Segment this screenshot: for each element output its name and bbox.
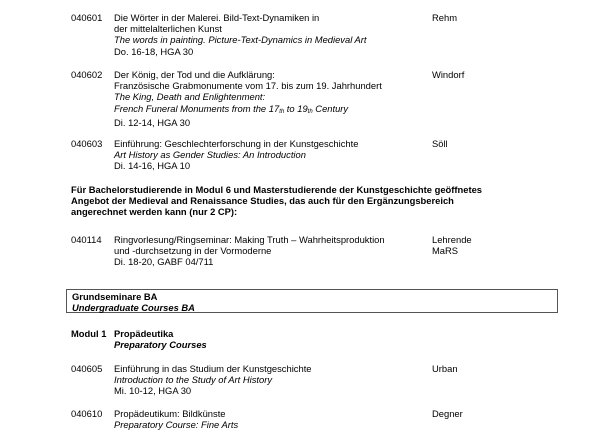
- course-number: 040610: [71, 408, 103, 419]
- course-title: Einführung: Geschlechterforschung in der Kunstgeschichte: [114, 138, 359, 149]
- course-time: Di. 18-20, GABF 04/711: [114, 256, 214, 268]
- text-part: Century: [312, 102, 349, 114]
- course-time: Mi. 10-12, HGA 30: [114, 385, 192, 397]
- note-line: angerechnet werden kann (nur 2 CP):: [71, 206, 238, 218]
- note-line: Angebot der Medieval and Renaissance Studies, das auch für den Ergänzungsbereich: [71, 195, 454, 207]
- course-number: 040601: [71, 12, 103, 23]
- text-part: to 19: [284, 102, 308, 114]
- ordinal-suffix: th: [279, 108, 285, 115]
- course-title: Propädeutikum: Bildkünste: [114, 408, 226, 419]
- section-title: Grundseminare BA: [72, 291, 158, 302]
- course-title: und -durchsetzung in der Vormoderne: [114, 245, 272, 257]
- course-body: [114, 12, 434, 57]
- course-lecturer: Windorf: [432, 69, 465, 80]
- course-body: [114, 234, 434, 268]
- course-lecturer: Urban: [432, 363, 458, 374]
- mars-note: [71, 184, 551, 218]
- course-title-english: Art History as Gender Studies: An Introduction: [114, 149, 306, 161]
- course-title-english: The King, Death and Enlightenment:: [114, 91, 266, 103]
- course-title: der mittelalterlichen Kunst: [114, 23, 222, 35]
- course-title-english: [114, 103, 434, 117]
- course-title: Die Wörter in der Malerei. Bild-Text-Dynamiken in: [114, 12, 320, 23]
- course-body: [114, 363, 434, 397]
- course-title-english: Introduction to the Study of Art History: [114, 374, 273, 386]
- module-title: Propädeutika: [114, 328, 174, 339]
- module-title-block: [114, 328, 207, 350]
- section-subtitle: Undergraduate Courses BA: [72, 301, 195, 313]
- module-label: Modul 1: [71, 328, 107, 339]
- course-title: Französische Grabmonumente vom 17. bis zum 19. Jahrhundert: [114, 80, 382, 92]
- course-title: Einführung in das Studium der Kunstgeschichte: [114, 363, 312, 374]
- course-body: [114, 408, 434, 430]
- course-time: Do. 16-18, HGA 30: [114, 45, 194, 57]
- course-number: 040602: [71, 69, 103, 80]
- course-body: [114, 138, 434, 172]
- lecturer-line: Lehrende: [432, 234, 472, 245]
- ordinal-suffix: th: [307, 108, 313, 115]
- course-body: [114, 69, 434, 128]
- course-lecturer: Söll: [432, 138, 448, 149]
- course-title: Der König, der Tod und die Aufklärung:: [114, 69, 275, 80]
- note-line: Für Bachelorstudierende in Modul 6 und Masterstudierende der Kunstgeschichte geöffnetes: [71, 184, 483, 195]
- course-number: 040605: [71, 363, 103, 374]
- course-number: 040603: [71, 138, 103, 149]
- course-title-english: Preparatory Course: Fine Arts: [114, 419, 239, 430]
- course-time: Di. 12-14, HGA 30: [114, 116, 191, 128]
- lecturer-line: MaRS: [432, 245, 459, 257]
- course-lecturer: [432, 234, 542, 256]
- section-header-box: [66, 289, 558, 313]
- module-subtitle: Preparatory Courses: [114, 339, 207, 351]
- course-title: Ringvorlesung/Ringseminar: Making Truth – Wahrheitsproduktion: [114, 234, 385, 245]
- text-part: French Funeral Monuments from the 17: [114, 102, 280, 114]
- course-number: 040114: [71, 234, 102, 245]
- course-title-english: The words in painting. Picture-Text-Dynamics in Medieval Art: [114, 34, 367, 46]
- course-lecturer: Rehm: [432, 12, 458, 23]
- course-lecturer: Degner: [432, 408, 463, 419]
- course-time: Di. 14-16, HGA 10: [114, 160, 191, 172]
